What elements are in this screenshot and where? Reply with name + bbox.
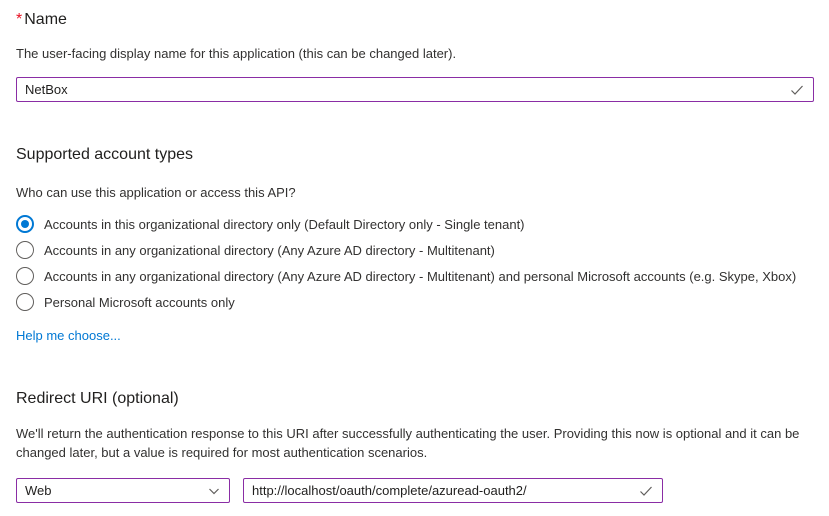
radio-option-label: Accounts in this organizational directory only (Default Directory only - Single tenant) [44, 216, 525, 232]
radio-option-multitenant-personal[interactable] [16, 263, 814, 289]
radio-option-label: Personal Microsoft accounts only [44, 294, 235, 310]
radio-option-single-tenant[interactable] [16, 211, 814, 237]
radio-button-icon [16, 241, 34, 259]
name-description: The user-facing display name for this application (this can be changed later). [16, 46, 457, 61]
name-input[interactable] [25, 82, 781, 97]
name-section-title-text: Name [24, 11, 67, 28]
platform-select[interactable] [16, 478, 230, 503]
help-me-choose-link[interactable]: Help me choose... [16, 328, 121, 343]
redirect-uri-input-box [243, 478, 663, 503]
required-asterisk: * [16, 11, 23, 28]
redirect-uri-row [16, 478, 814, 503]
radio-option-label: Accounts in any organizational directory (Any Azure AD directory - Multitenant) and personal Microsoft accounts (e.g. Skype, Xbox) [44, 268, 797, 284]
radio-option-label: Accounts in any organizational directory (Any Azure AD directory - Multitenant) [44, 242, 495, 258]
name-section-title [16, 0, 814, 30]
account-type-radio-group [16, 211, 814, 315]
redirect-uri-description: We'll return the authentication response to this URI after successfully authenticating the user. Providing this now is optional and it can be changed later, but a value is required for most authentication scenarios. [16, 426, 800, 460]
valid-check-icon [638, 483, 654, 499]
chevron-down-icon [207, 484, 221, 498]
redirect-uri-input[interactable] [252, 483, 630, 498]
platform-select-value: Web [25, 483, 52, 498]
radio-option-personal-only[interactable] [16, 289, 814, 315]
radio-button-icon [16, 267, 34, 285]
radio-option-multitenant[interactable] [16, 237, 814, 263]
redirect-uri-section-title: Redirect URI (optional) [16, 390, 179, 407]
radio-button-icon [16, 293, 34, 311]
account-types-section-title: Supported account types [16, 146, 194, 163]
account-types-question: Who can use this application or access this API? [16, 185, 296, 200]
radio-button-icon [16, 215, 34, 233]
valid-check-icon [789, 82, 805, 98]
name-input-box [16, 77, 814, 102]
